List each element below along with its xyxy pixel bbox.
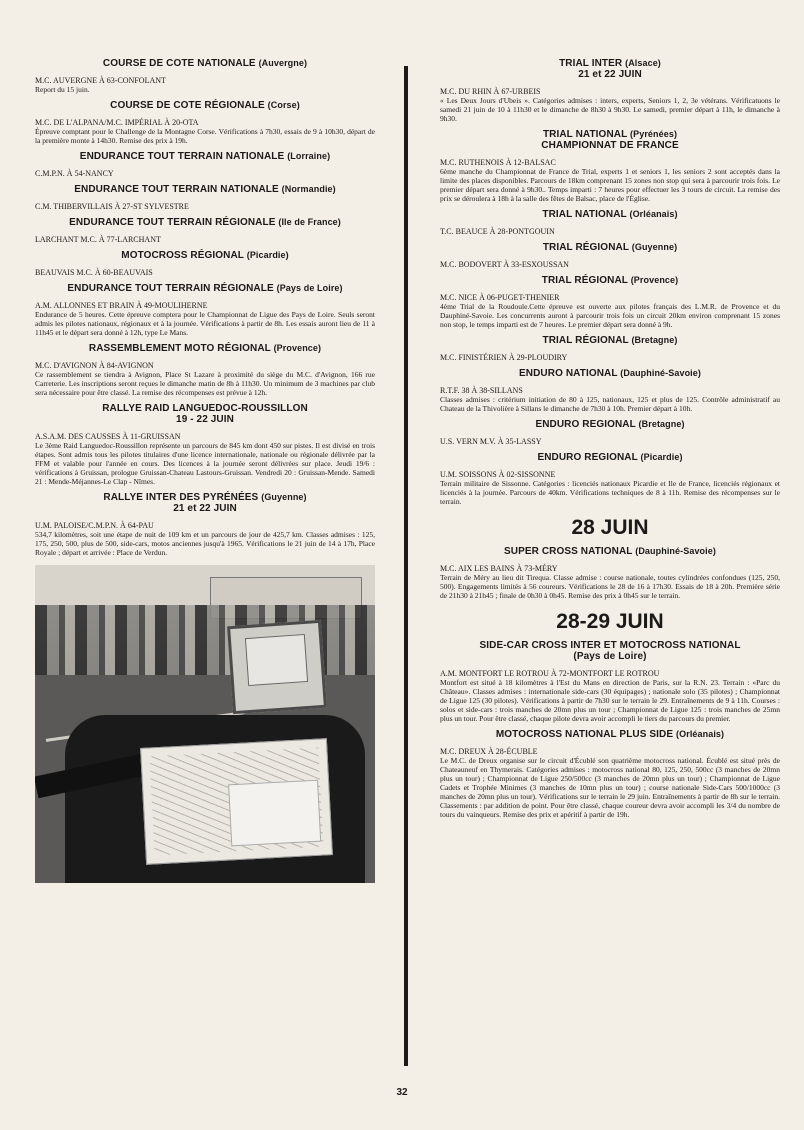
- event-title: [440, 335, 780, 346]
- event-name: COURSE DE COTE RÉGIONALE: [110, 100, 265, 111]
- event-region: (Orléanais): [676, 729, 725, 739]
- event-name: RALLYE INTER DES PYRÉNÉES: [103, 492, 259, 503]
- event-name: ENDURO NATIONAL: [519, 368, 618, 379]
- event-region: (Provence): [273, 343, 322, 353]
- event-region: (Auvergne): [258, 58, 308, 68]
- event-region: (Bretagne): [631, 335, 678, 345]
- route-map: [140, 738, 333, 865]
- event-title: [440, 242, 780, 253]
- date-heading: 28 JUIN: [571, 516, 649, 539]
- event-dates: 21 et 22 JUIN: [578, 69, 642, 80]
- event-name: SUPER CROSS NATIONAL: [504, 546, 633, 557]
- event-region: (Dauphiné-Savoie): [635, 546, 716, 556]
- event-region: (Corse): [267, 100, 300, 110]
- event-description: Report du 15 juin.: [35, 85, 90, 94]
- event-description: 6ème manche du Championnat de France de Trial, experts 1 et seniors 1, les seniors 2 sont acceptés dans la limite des places disponibles. Parcours de 18km comprenant 15 zones non stop qui sera à parcourir trois fois. Le premier départ sera donné à 9h30.. Temps imparti : 7 heures pour effectuer les 3 tours de circuit. La remise des prix se déroulera à 18h à la salle des fêtes de Balsac, place de l'Église.: [440, 167, 780, 203]
- event-description: Classes admises : critérium initiation de 80 à 125, nationaux, 125 et plus de 125. Contrôle administratif au Chateau de la Thivolière à Sillans le dimanche de 7h30 à 10h. Premier départ à 10h.: [440, 395, 780, 413]
- event-entry: [440, 419, 780, 446]
- left-column: [35, 58, 375, 883]
- event-name: TRIAL RÉGIONAL: [541, 275, 628, 286]
- event-club: C.M.P.N. À 54-NANCY: [35, 169, 114, 178]
- event-club: R.T.F. 38 À 38-SILLANS: [440, 386, 523, 395]
- event-club: LARCHANT M.C. À 77-LARCHANT: [35, 235, 161, 244]
- event-title: [35, 250, 375, 261]
- event-name: TRIAL RÉGIONAL: [542, 335, 629, 346]
- event-title: [35, 184, 375, 195]
- event-club: M.C. DU RHIN À 67-URBEIS: [440, 87, 541, 96]
- event-entry: [440, 452, 780, 506]
- event-name: ENDURO REGIONAL: [537, 452, 638, 463]
- event-name: MOTOCROSS RÉGIONAL: [121, 250, 244, 261]
- event-name: RASSEMBLEMENT MOTO RÉGIONAL: [88, 343, 271, 354]
- event-title: [440, 546, 780, 557]
- event-dates: 21 et 22 JUIN: [173, 503, 237, 514]
- event-title: [440, 275, 780, 286]
- event-entry: [35, 343, 375, 397]
- event-entry: [440, 209, 780, 236]
- column-divider: [404, 66, 408, 1066]
- event-description: Endurance de 5 heures. Cette épreuve comptera pour le Championnat de Ligue des Pays de Loire. Seuls seront admis les pilotes nationaux, régionaux et à la journée. Vérifications à partir de 8h. Les essais auront lieu de 11 à 11h45 et le départ sera donné à 12h, type Le Mans.: [35, 310, 375, 337]
- event-name: TRIAL NATIONAL: [542, 209, 627, 220]
- event-region: (Picardie): [246, 250, 289, 260]
- event-description: Terrain militaire de Sissonne. Catégories : licenciés nationaux Picardie et Ile de France, licenciés régionaux et licenciés à la journée. Parcours de 40km. Vérifications techniques de 8 à 11h. Remise des récompenses sur le terrain.: [440, 479, 780, 506]
- event-dates: (Pays de Loire): [573, 651, 647, 662]
- event-description: 534,7 kilomètres, soit une étape de nuit de 109 km et un parcours de jour de 425,7 km. Classes admises : 125, 175, 250, 500, plus de 500, side-cars, motos anciennes jusqu'à 1965. Vérifications le 21 juin de 14 à 17h, Place Royale ; départ et arrivée : Place de Verdun.: [35, 530, 375, 557]
- event-description: Le 3ème Raid Languedoc-Roussillon représente un parcours de 845 km dont 450 sur pistes. Il est divisé en trois étapes. Sont admis tous les pilotes titulaires d'une licence internationale, nationale ou régionale délivrée par la FFM et valable pour l'année en cours. Des licences à la journée seront délivrées sur place. Jeudi 19/6 : vérifications à Gruissan, prologue Gruissan-Chateau Lastours-Gruissan. Vendredi 20 : Gruissan-Mende. Samedi 21 : Mende-Méjannes-Le Clap - Nîmes.: [35, 441, 375, 486]
- event-region: (Pays de Loire): [276, 283, 343, 293]
- event-entry: [35, 184, 375, 211]
- event-region: (Orléanais): [629, 209, 678, 219]
- event-entry: [440, 129, 780, 203]
- event-club: A.M. MONTFORT LE ROTROU À 72-MONTFORT LE ROTROU: [440, 669, 660, 678]
- event-club: A.S.A.M. DES CAUSSES À 11-GRUISSAN: [35, 432, 181, 441]
- event-name: ENDURANCE TOUT TERRAIN RÉGIONALE: [69, 217, 276, 228]
- event-region: (Dauphiné-Savoie): [620, 368, 701, 378]
- event-entry: [35, 100, 375, 145]
- event-title: [440, 129, 780, 151]
- event-name: MOTOCROSS NATIONAL PLUS SIDE: [495, 729, 674, 740]
- event-description: Montfort est situé à 18 kilomètres à l'Est du Mans en direction de Paris, sur la R.N. 23. Terrain : «Parc du Château». Classes admises : internationale side-cars (30 équipages) ; nationale solo (35 pilotes) ; Championnat de Ligue 125 (30 pilotes). Vérifications à partir de 7h30 sur le terrain le 29. Entraînements de 9 à 11h. Courses : solos et side-cars : trois manches de 20mn plus un tour ; Championnat de Ligue 125 : trois manches de 25mn plus un tour. Pour être classé, chaque pilote devra avoir accompli le tiers du parcours du premier.: [440, 678, 780, 723]
- event-region: (Picardie): [640, 452, 683, 462]
- event-entry: [440, 242, 780, 269]
- event-club: M.C. FINISTÉRIEN À 29-PLOUDIRY: [440, 353, 568, 362]
- event-club: U.M. PALOISE/C.M.P.N. À 64-PAU: [35, 521, 154, 530]
- event-name: ENDURANCE TOUT TERRAIN RÉGIONALE: [67, 283, 274, 294]
- event-region: (Provence): [630, 275, 679, 285]
- event-club: M.C. BODOVERT À 33-ESXOUSSAN: [440, 260, 569, 269]
- motorcycle-photo: [35, 565, 375, 883]
- event-region: (Guyenne): [261, 492, 307, 502]
- event-club: U.S. VERN M.V. À 35-LASSY: [440, 437, 542, 446]
- event-description: « Les Deux Jours d'Ubeis ». Catégories admises : inters, experts, Seniors 1, 2, 3e vétérans. Vérificatuons le samedi 21 juin de 10 à 11h30 et le dimanche de 8h30 à 9h30. Le samedi, premier départ à 11h, le dimanche à 9h30.: [440, 96, 780, 123]
- trip-meter: [227, 620, 327, 714]
- date-heading: 28-29 JUIN: [556, 610, 664, 633]
- event-title: [35, 217, 375, 228]
- event-entry: [440, 335, 780, 362]
- event-club: U.M. SOISSONS À 02-SISSONNE: [440, 470, 556, 479]
- event-entry: [35, 283, 375, 337]
- event-region: (Pyrénées): [630, 129, 678, 139]
- event-title: [35, 343, 375, 354]
- event-title: [440, 209, 780, 220]
- event-entry: [440, 640, 780, 723]
- event-club: C.M. THIBERVILLAIS À 27-ST SYLVESTRE: [35, 202, 189, 211]
- event-title: [440, 640, 780, 662]
- event-title: [440, 58, 780, 80]
- event-entry: [35, 403, 375, 486]
- event-name: TRIAL INTER: [559, 58, 623, 69]
- event-club: A.M. ALLONNES ET BRAIN À 49-MOULIHERNE: [35, 301, 208, 310]
- event-title: [440, 419, 780, 430]
- event-description: Ce rassemblement se tiendra à Avignon, Place St Lazare à proximité du siège du M.C. d'Avignon, 166 rue Carreterie. Les inscriptions seront reçues le dimanche matin de 8h à 11h30. Un minimum de 3 machines par club sera nécessaire pour être classé. La remise des récompenses est prévue à 12h.: [35, 370, 375, 397]
- event-entry: [35, 217, 375, 244]
- event-name: TRIAL RÉGIONAL: [542, 242, 629, 253]
- event-entry: [35, 151, 375, 178]
- event-name: TRIAL NATIONAL: [542, 129, 628, 140]
- event-title: [440, 452, 780, 463]
- event-title: [35, 100, 375, 111]
- event-description: Terrain de Méry au lieu dit Tirequa. Classe admise : course nationale, toutes cylindrées confondues (125, 250, 500). Engagements limités à 56 coureurs. Vérifications le 28 de 16 à 17h30. Essais de 18 à 20h. Première série de 21h30 à 21h45 ; finale de 0h30 à 0h45. Remise des prix à 0h45 sur le terrain.: [440, 573, 780, 600]
- event-entry: [440, 729, 780, 819]
- event-name: COURSE DE COTE NATIONALE: [102, 58, 256, 69]
- event-region: (Ile de France): [278, 217, 341, 227]
- event-club: M.C. AIX LES BAINS À 73-MÉRY: [440, 564, 558, 573]
- event-club: M.C. D'AVIGNON À 84-AVIGNON: [35, 361, 154, 370]
- event-club: M.C. DE L'ALPANA/M.C. IMPÉRIAL À 20-OTA: [35, 118, 199, 127]
- event-entry: [440, 368, 780, 413]
- event-region: (Normandie): [281, 184, 336, 194]
- event-description: Le M.C. de Dreux organise sur le circuit d'Écublé son quatrième motocross national. Écublé est situé près de Chateauneuf en Thymerais. Catégories admises : motocross national 80, 125, 250, 500cc (3 manches de 20mn plus un tour) ; Championnat de Ligue 250/500cc (3 manches de 20mn plus un tour) ; Championnat de Ligue Cadets et Trophée Minimes (3 manches de 10mn plus un tour) ; course nationale Side-Cars 500/1000cc (3 manches de 20mn plus un tour). Vérifications sur le terrain le 29 juin. Entraînements à partir de 8h sur le terrain. Classements : par addition de point. Pour être classé, chaque coureur devra avoir accompli les 3/4 du nombre de tours du vainqueurs. Remise des prix et apéritif à partir de 19h.: [440, 756, 780, 819]
- event-title: [35, 403, 375, 425]
- event-region: (Lorraine): [287, 151, 331, 161]
- event-entry: [440, 275, 780, 329]
- event-club: M.C. RUTHENOIS À 12-BALSAC: [440, 158, 556, 167]
- event-club: M.C. AUVERGNE À 63-CONFOLANT: [35, 76, 166, 85]
- event-club: M.C. DREUX À 28-ÉCUBLE: [440, 747, 538, 756]
- event-entry: [35, 58, 375, 94]
- event-name: RALLYE RAID LANGUEDOC-ROUSSILLON: [102, 403, 308, 414]
- event-title: [35, 151, 375, 162]
- page-number: 32: [396, 1087, 408, 1098]
- event-entry: [440, 546, 780, 600]
- event-region: (Guyenne): [631, 242, 678, 252]
- event-title: [35, 283, 375, 294]
- event-title: [35, 58, 375, 69]
- event-name: ENDURANCE TOUT TERRAIN NATIONALE: [74, 184, 279, 195]
- event-name: ENDURO REGIONAL: [535, 419, 636, 430]
- event-description: 4ème Trial de la Roudoule.Cette épreuve est ouverte aux pilotes français des L.M.R. de Provence et du Dauphiné-Savoie. Les concurrents auront à parcourir trois fois un circuit 20km environ comprenant 15 zones non stop, le temps imparti est de 7 heures. Le premier départ sera donné à 9h.: [440, 302, 780, 329]
- event-club: BEAUVAIS M.C. À 60-BEAUVAIS: [35, 268, 153, 277]
- right-column: [440, 58, 780, 825]
- event-title: [35, 492, 375, 514]
- event-title: [440, 368, 780, 379]
- event-entry: [440, 58, 780, 123]
- event-region: (Bretagne): [638, 419, 685, 429]
- event-dates: 19 - 22 JUIN: [176, 414, 234, 425]
- event-entry: [35, 492, 375, 557]
- event-region: (Alsace): [625, 58, 661, 68]
- event-club: T.C. BEAUCE À 28-PONTGOUIN: [440, 227, 555, 236]
- event-dates: CHAMPIONNAT DE FRANCE: [541, 140, 679, 151]
- event-description: Épreuve comptant pour le Challenge de la Montagne Corse. Vérifications à 7h30, essais de 9 à 10h30, départ de la première monte à 14h30. Remise des prix à 19h.: [35, 127, 375, 145]
- event-name: ENDURANCE TOUT TERRAIN NATIONALE: [79, 151, 285, 162]
- event-club: M.C. NICE À 06-PUGET-THENIER: [440, 293, 560, 302]
- event-entry: [35, 250, 375, 277]
- event-title: [440, 729, 780, 740]
- event-name: SIDE-CAR CROSS INTER ET MOTOCROSS NATIONAL: [479, 640, 741, 651]
